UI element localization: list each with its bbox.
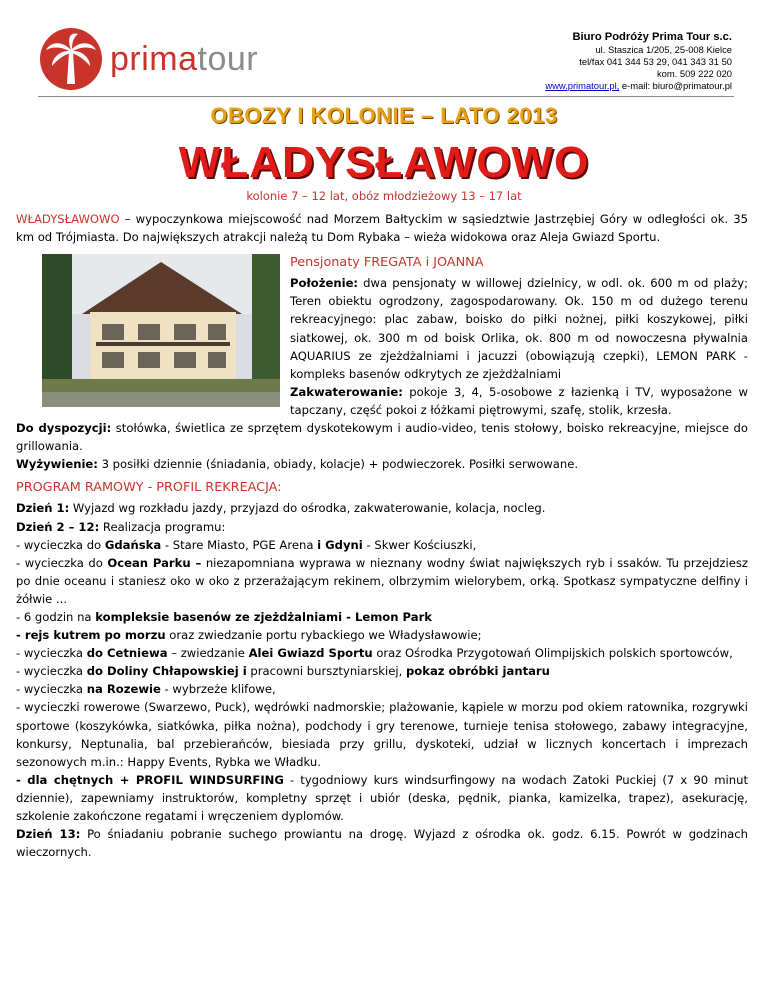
meals-paragraph [16, 455, 748, 473]
guesthouse-photo [42, 254, 280, 407]
company-logo [40, 28, 258, 90]
facilities-paragraph [16, 419, 748, 455]
company-name: Biuro Podróży Prima Tour s.c. [572, 31, 732, 43]
logo-text-tour: tour [197, 39, 259, 78]
program-item-activities: - wycieczki rowerowe (Swarzewo, Puck), wędrówki nadmorskie; plażowanie, kąpiele w morzu pod okiem ratownika, rozgrywki sportowe (koszykówka, siatkówka, piłka nożna), podchody i gry terenowe, turnieje tenisa stołowego, zabawy integracyjne, konkursy, Neptunalia, bal przebierańców, biesiada przy grillu, dyskoteki, udział w licznych koncertach i imprezach sezonowych m.in.: Happy Events, Rybka we Władku. [16, 700, 748, 769]
rooms-label: Zakwaterowanie: [290, 384, 403, 399]
rooms-text: pokoje 3, 4, 5-osobowe z łazienką i TV, wyposażone w tapczany, część pokoi z łóżkami piętrowymi, szafę, stolik, krzesła. [290, 384, 748, 417]
item-text: - wycieczka do [16, 537, 105, 552]
letterhead [40, 28, 732, 94]
item-text: – zwiedzanie [167, 646, 249, 661]
program-item-chlapowo [16, 662, 748, 680]
facilities-label: Do dyspozycji: [16, 421, 112, 436]
intro-lead: WŁADYSŁAWOWO [16, 212, 120, 226]
program-item-cruise [16, 626, 748, 644]
meals-text: 3 posiłki dziennie (śniadania, obiady, kolacje) + podwieczorek. Posiłki serwowane. [97, 457, 579, 472]
item-text: - wycieczka [16, 682, 87, 697]
header-divider [38, 96, 734, 97]
meals-label: Wyżywienie: [16, 457, 98, 472]
item-text: - 6 godzin na [16, 609, 96, 624]
day1-label: Dzień 1: [16, 501, 70, 516]
item-bold: Alei Gwiazd Sportu [248, 646, 373, 661]
intro-paragraph [16, 210, 748, 246]
company-mobile: kom. 509 222 020 [656, 68, 732, 79]
program-item-ocean-park [16, 554, 748, 608]
item-bold: - rejs kutrem po morzu [16, 628, 166, 643]
item-text: oraz Ośrodka Przygotowań Olimpijskich polskich sportowców, [372, 646, 733, 661]
item-text: - wybrzeże klifowe, [160, 682, 276, 697]
item-text: - wycieczka do [16, 555, 108, 570]
day13-label: Dzień 13: [16, 827, 81, 842]
day2-text: Realizacja programu: [99, 519, 226, 534]
item-text: oraz zwiedzanie portu rybackiego we Władysławowie; [165, 628, 482, 643]
company-phone: tel/fax 041 344 53 29, 041 343 31 50 [579, 56, 732, 67]
palm-tree-icon [40, 28, 102, 90]
program-item-lemon-park [16, 608, 748, 626]
item-text: - Skwer Kościuszki, [362, 537, 477, 552]
logo-text-prima: prima [110, 39, 198, 78]
item-text: pracowni bursztyniarskiej, [246, 664, 406, 679]
item-bold: do Doliny Chłapowskiej i [86, 664, 247, 679]
day1-text: Wyjazd wg rozkładu jazdy, przyjazd do ośrodka, zakwaterowanie, kolacja, nocleg. [69, 501, 546, 516]
program-item-cetniewo [16, 644, 748, 662]
program-item-gdansk [16, 536, 748, 554]
day13-text: Po śniadaniu pobranie suchego prowiantu na drogę. Wyjazd z ośrodka ok. godz. 6.15. Powrót w godzinach wieczornych. [16, 827, 748, 860]
item-bold: pokaz obróbki jantaru [405, 664, 550, 679]
item-bold: Ocean Parku – [107, 555, 202, 570]
accommodation-heading: Pensjonaty FREGATA i JOANNA [290, 255, 484, 271]
document-body [16, 210, 748, 861]
program-heading: PROGRAM RAMOWY - PROFIL REKREACJA: [16, 480, 282, 496]
day2-paragraph [16, 518, 748, 536]
item-bold: na Rozewie [86, 682, 161, 697]
item-bold: - dla chętnych + PROFIL WINDSURFING [16, 772, 284, 787]
facilities-text: stołówka, świetlica ze sprzętem dyskotekowym i audio-video, tenis stołowy, boisko rekreacyjne, miejsce do grillowania. [16, 421, 748, 454]
item-text: - Stare Miasto, PGE Arena [161, 537, 318, 552]
logo-wordmark [110, 40, 258, 79]
day2-label: Dzień 2 – 12: [16, 519, 100, 534]
company-address: ul. Staszica 1/205, 25-008 Kielce [595, 44, 732, 55]
destination-title: WŁADYSŁAWOWO [178, 138, 590, 187]
item-text: - tygodniowy kurs windsurfingowy na wodach Zatoki Puckiej (7 x 90 minut dziennie), zapewniamy instruktorów, kompletny sprzęt i ubiór (deska, pędnik, pianka, kamizelka, trapez), asekurację, szkolenie zakończone regatami i wręczeniem dyplomów. [16, 772, 749, 823]
item-text: - wycieczka [16, 646, 87, 661]
intro-text: – wypoczynkowa miejscowość nad Morzem Bałtyckim w sąsiedztwie Jastrzębiej Góry w odległości ok. 35 km od Trójmiasta. Do największych atrakcji należą tu Dom Rybaka – wieża widokowa oraz Aleja Gwiazd Sportu. [16, 212, 748, 245]
company-contact [545, 30, 732, 92]
age-groups: kolonie 7 – 12 lat, obóz młodzieżowy 13 – 17 lat [246, 189, 522, 203]
item-bold: Gdańska [104, 537, 162, 552]
location-text: dwa pensjonaty w willowej dzielnicy, w odl. ok. 600 m od plaży; Teren obiektu ogrodzony, zagospodarowany. Ok. 150 m od dużego terenu rekreacyjnego: plac zabaw, boisko do piłki nożnej, piłki koszykowej, piłki siatkowej, ok. 300 m od boisk Orlika, ok. 800 m od nowoczesna pływalnia AQUARIUS ze zjeżdżalniami i jacuzzi (obowiązują czepki), LEMON PARK - kompleks basenów odkrytych ze zjeżdżalniami [290, 276, 748, 381]
program-item-windsurfing [16, 771, 748, 825]
document-title: OBOZY I KOLONIE – LATO 2013 [210, 103, 558, 128]
item-text: - wycieczka [16, 664, 87, 679]
program-item-rozewie [16, 680, 748, 698]
location-label: Położenie: [290, 276, 359, 291]
item-bold: i Gdyni [317, 537, 363, 552]
item-text: niezapomniana wyprawa w nieznany wodny świat największych ryb i ssaków. Tu przejdziesz po dnie oceanu i staniesz oko w oko z przerażającym rekinem, olbrzymim wielorybem, orką. Spotkasz sympatyczne delfiny i żółwie ... [16, 555, 748, 606]
website-link[interactable]: www.primatour.pl, [545, 80, 620, 91]
company-email: e-mail: biuro@primatour.pl [619, 80, 732, 91]
day1-paragraph [16, 499, 748, 517]
item-bold: do Cetniewa [86, 646, 168, 661]
item-bold: kompleksie basenów ze zjeżdżalniami - Lemon Park [95, 609, 432, 624]
day13-paragraph [16, 825, 748, 861]
